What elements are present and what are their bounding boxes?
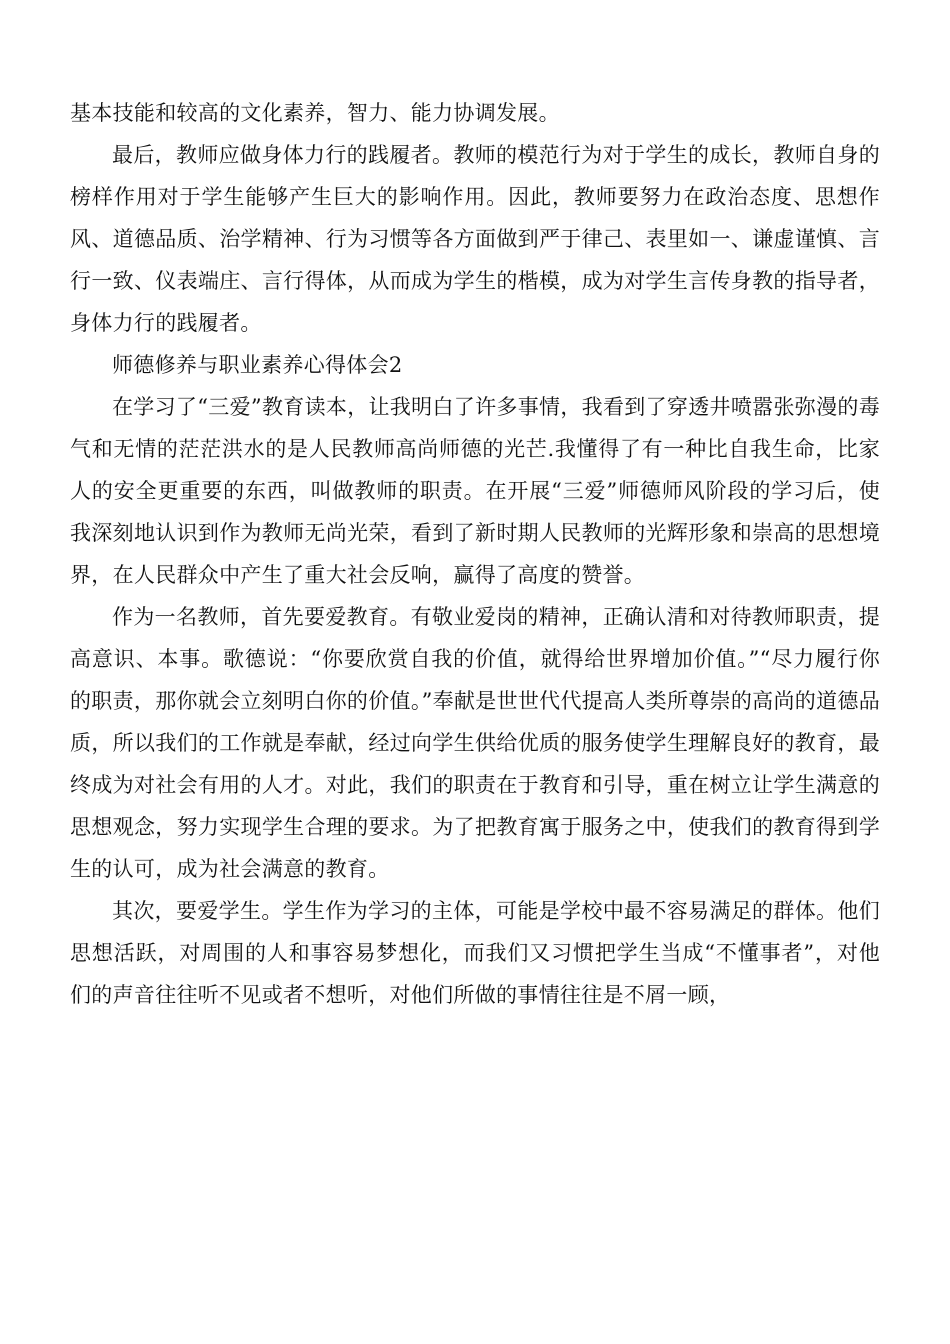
document-body [70, 92, 880, 1016]
paragraph-lastly: 最后，教师应做身体力行的践履者。教师的模范行为对于学生的成长，教师自身的榜样作用对于学生能够产生巨大的影响作用。因此，教师要努力在政治态度、思想作风、道德品质、治学精神、行为习惯等各方面做到严于律己、表里如一、谦虚谨慎、言行一致、仪表端庄、言行得体，从而成为学生的楷模，成为对学生言传身教的指导者，身体力行的践履者。 [70, 143, 880, 335]
paragraph-three-loves: 在学习了“三爱”教育读本，让我明白了许多事情，我看到了穿透井喷嚣张弥漫的毒气和无情的茫茫洪水的是人民教师高尚师德的光芒.我懂得了有一种比自我生命，比家人的安全更重要的东西，叫做教师的职责。在开展“三爱”师德师风阶段的学习后，使我深刻地认识到作为教师无尚光荣，看到了新时期人民教师的光辉形象和崇高的思想境界，在人民群众中产生了重大社会反响，赢得了高度的赞誉。 [70, 395, 880, 587]
paragraph-love-students: 其次，要爱学生。学生作为学习的主体，可能是学校中最不容易满足的群体。他们思想活跃，对周围的人和事容易梦想化，而我们又习惯把学生当成“不懂事者”，对他们的声音往往听不见或者不想听，对他们所做的事情往往是不屑一顾， [70, 899, 880, 1007]
paragraph-love-education: 作为一名教师，首先要爱教育。有敬业爱岗的精神，正确认清和对待教师职责，提高意识、本事。歌德说：“你要欣赏自我的价值，就得给世界增加价值。”“尽力履行你的职责，那你就会立刻明白你的价值。”奉献是世世代代提高人类所尊崇的高尚的道德品质，所以我们的工作就是奉献，经过向学生供给优质的服务使学生理解良好的教育，最终成为对社会有用的人才。对此，我们的职责在于教育和引导，重在树立让学生满意的思想观念，努力实现学生合理的要求。为了把教育寓于服务之中，使我们的教育得到学生的认可，成为社会满意的教育。 [70, 605, 880, 881]
section-heading: 师德修养与职业素养心得体会2 [112, 353, 403, 377]
paragraph-continuation: 基本技能和较高的文化素养，智力、能力协调发展。 [70, 101, 560, 125]
